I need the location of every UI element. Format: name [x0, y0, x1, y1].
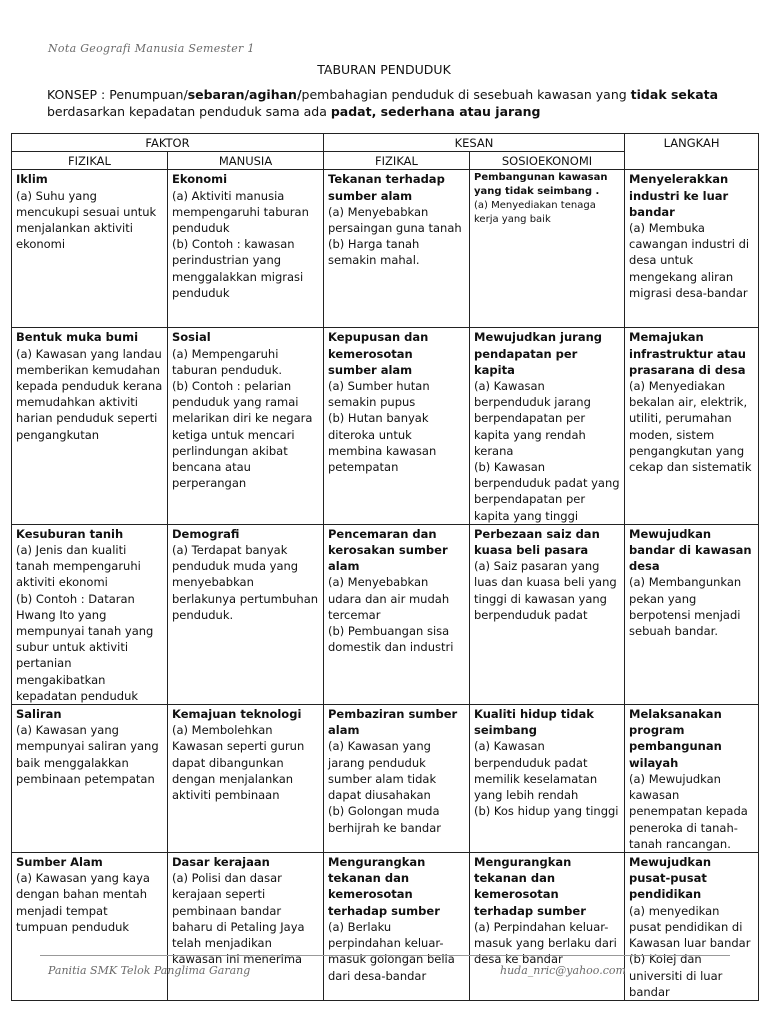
table-cell	[324, 328, 470, 524]
cell-text: (a) menyedikan pusat pendidikan di Kawasan luar bandar (b) Kolej dan universiti di luar bandar	[629, 903, 751, 999]
table-cell	[324, 524, 470, 704]
table-cell	[470, 170, 625, 328]
cell-title: Mewujudkan bandar di kawasan desa	[629, 526, 752, 574]
subheader-sosioekonomi: SOSIOEKONOMI	[470, 152, 625, 170]
cell-title: Pencemaran dan kerosakan sumber alam	[328, 526, 448, 574]
table-cell	[12, 328, 168, 524]
cell-title: Demografi	[172, 526, 240, 541]
table-body	[12, 170, 759, 1001]
table-cell	[12, 853, 168, 1001]
subheader-fizikal-faktor: FIZIKAL	[12, 152, 168, 170]
subheader-manusia: MANUSIA	[168, 152, 324, 170]
konsep-bold-3: padat, sederhana atau jarang	[330, 104, 541, 119]
table-cell	[168, 170, 324, 328]
cell-text: (a) Perpindahan keluar-masuk yang berlaku dari desa ke bandar	[474, 919, 617, 967]
cell-title: Saliran	[16, 707, 62, 722]
cell-title: Menyelerakkan industri ke luar bandar	[629, 172, 729, 219]
cell-text: (a) Mempengaruhi taburan penduduk. (b) Contoh : pelarian penduduk yang ramai melarikan diri ke negara ketiga untuk mencari perlindungan akibat bencana atau perperangan	[172, 346, 313, 491]
table-row	[12, 705, 759, 853]
header-langkah: LANGKAH	[625, 134, 759, 170]
cell-text: (a) Menyebabkan persaingan guna tanah (b) Harga tanah semakin mahal.	[328, 204, 462, 268]
table-cell	[470, 853, 625, 1001]
table-cell	[168, 328, 324, 524]
cell-text: (a) Kawasan yang landau memberikan kemudahan kepada penduduk kerana memudahkan aktiviti harian penduduk seperti pengangkutan	[16, 346, 163, 442]
cell-title: Iklim	[16, 172, 48, 187]
cell-title: Sosial	[172, 330, 211, 345]
table-cell	[625, 328, 759, 524]
cell-title: Melaksanakan program pembangunan wilayah	[629, 707, 722, 770]
table-cell	[12, 705, 168, 853]
table-cell	[324, 170, 470, 328]
cell-title: Dasar kerajaan	[172, 855, 270, 870]
cell-title: Pembangunan kawasan yang tidak seimbang .	[474, 172, 608, 198]
subheader-fizikal-kesan: FIZIKAL	[324, 152, 470, 170]
table-cell	[470, 705, 625, 853]
header-kesan: KESAN	[324, 134, 625, 152]
cell-title: Kualiti hidup tidak seimbang	[474, 707, 594, 738]
cell-text: (a) Kawasan berpenduduk jarang berpendapatan per kapita yang rendah kerana (b) Kawasan berpenduduk padat yang berpendapatan per kapita yang tinggi	[474, 379, 620, 523]
cell-title: Bentuk muka bumi	[16, 330, 139, 345]
cell-title: Perbezaan saiz dan kuasa beli pasara	[474, 526, 600, 558]
table-cell	[470, 328, 625, 524]
cell-text: (a) Polisi dan dasar kerajaan seperti pembinaan bandar baharu di Petaling Jaya telah menjadikan kawasan ini menerima	[172, 871, 305, 967]
cell-text: (a) Kawasan yang mempunyai saliran yang baik menggalakkan pembinaan petempatan	[16, 723, 159, 786]
table-cell	[625, 853, 759, 1001]
konsep-mid-1: pembahagian penduduk di sesebuah kawasan yang	[301, 87, 631, 102]
table-cell	[168, 705, 324, 853]
header-faktor: FAKTOR	[12, 134, 324, 152]
page-title: TABURAN PENDUDUK	[317, 62, 451, 77]
header-note: Nota Geografi Manusia Semester 1	[48, 42, 255, 55]
taburan-table	[11, 133, 759, 1001]
cell-title: Kesuburan tanih	[16, 526, 124, 541]
footer-divider	[40, 955, 730, 956]
cell-text: (a) Saiz pasaran yang luas dan kuasa beli yang tinggi di kawasan yang berpenduduk padat	[474, 559, 617, 622]
table-cell	[12, 170, 168, 328]
table-row	[12, 853, 759, 1001]
table-cell	[168, 853, 324, 1001]
konsep-paragraph	[47, 86, 737, 120]
table-row	[12, 524, 759, 704]
konsep-bold-1: sebaran/agihan/	[187, 87, 302, 102]
cell-text: (a) Jenis dan kualiti tanah mempengaruhi aktiviti ekonomi (b) Contoh : Dataran Hwang Ito yang mempunyai tanah yang subur untuk aktiviti pertanian mengakibatkan kepadatan penduduk	[16, 543, 154, 703]
cell-text: (a) Membuka cawangan industri di desa untuk mengekang aliran migrasi desa-bandar	[629, 221, 750, 300]
cell-text: (a) Aktiviti manusia mempengaruhi taburan penduduk (b) Contoh : kawasan perindustrian yang menggalakkan migrasi penduduk	[172, 188, 309, 300]
cell-text: (a) Kawasan berpenduduk padat memilik keselamatan yang lebih rendah (b) Kos hidup yang tinggi	[474, 739, 619, 819]
table-row	[12, 170, 759, 328]
cell-text: (a) Mewujudkan kawasan penempatan kepada peneroka di tanah-tanah rancangan.	[629, 771, 748, 851]
konsep-mid-2: berdasarkan kepadatan penduduk sama ada	[47, 104, 331, 119]
table-cell	[470, 524, 625, 704]
cell-title: Mengurangkan tekanan dan kemerosotan terhadap sumber	[328, 855, 440, 918]
cell-title: Mewujudkan jurang pendapatan per kapita	[474, 330, 602, 377]
cell-title: Memajukan infrastruktur atau prasarana di desa	[629, 330, 746, 377]
table-cell	[324, 853, 470, 1001]
cell-title: Kepupusan dan kemerosotan sumber alam	[328, 330, 429, 377]
cell-title: Pembaziran sumber alam	[328, 707, 458, 738]
cell-text: (a) Berlaku perpindahan keluar-masuk golongan belia dari desa-bandar	[328, 919, 455, 983]
konsep-bold-2: tidak sekata	[630, 87, 719, 102]
cell-title: Tekanan terhadap sumber alam	[328, 172, 445, 203]
cell-text: (a) Membolehkan Kawasan seperti gurun dapat dibangunkan dengan menjalankan aktiviti pembinaan	[172, 723, 305, 803]
konsep-prefix: KONSEP : Penumpuan/	[47, 87, 188, 102]
cell-text: (a) Membangunkan pekan yang berpotensi menjadi sebuah bandar.	[629, 575, 742, 639]
cell-text: (a) Menyebabkan udara dan air mudah tercemar (b) Pembuangan sisa domestik dan industri	[328, 575, 454, 655]
cell-title: Kemajuan teknologi	[172, 707, 302, 722]
table-cell	[625, 524, 759, 704]
table-cell	[324, 705, 470, 853]
table-cell	[12, 524, 168, 704]
cell-title: Sumber Alam	[16, 855, 103, 870]
cell-text: (a) Kawasan yang jarang penduduk sumber alam tidak dapat diusahakan (b) Golongan muda berhijrah ke bandar	[328, 739, 441, 835]
cell-title: Mewujudkan pusat-pusat pendidikan	[629, 855, 712, 902]
table-cell	[625, 170, 759, 328]
cell-text: (a) Suhu yang mencukupi sesuai untuk menjalankan aktiviti ekonomi	[16, 188, 157, 252]
cell-text: (a) Menyediakan bekalan air, elektrik, utiliti, perumahan moden, sistem pengangkutan yang cekap dan sistematik	[629, 379, 752, 475]
table-cell	[625, 705, 759, 853]
footer-email: huda_nric@yahoo.com	[500, 964, 626, 977]
cell-title: Ekonomi	[172, 172, 228, 187]
table-row	[12, 328, 759, 524]
table-cell	[168, 524, 324, 704]
cell-text: (a) Terdapat banyak penduduk muda yang menyebabkan berlakunya pertumbuhan penduduk.	[172, 543, 319, 622]
footer-left: Panitia SMK Telok Panglima Garang	[48, 964, 251, 977]
cell-text: (a) Menyediakan tenaga kerja yang baik	[474, 200, 596, 226]
cell-text: (a) Kawasan yang kaya dengan bahan mentah menjadi tempat tumpuan penduduk	[16, 871, 150, 934]
cell-text: (a) Sumber hutan semakin pupus (b) Hutan banyak diteroka untuk membina kawasan petempatan	[328, 379, 437, 475]
cell-title: Mengurangkan tekanan dan kemerosotan terhadap sumber	[474, 855, 586, 918]
